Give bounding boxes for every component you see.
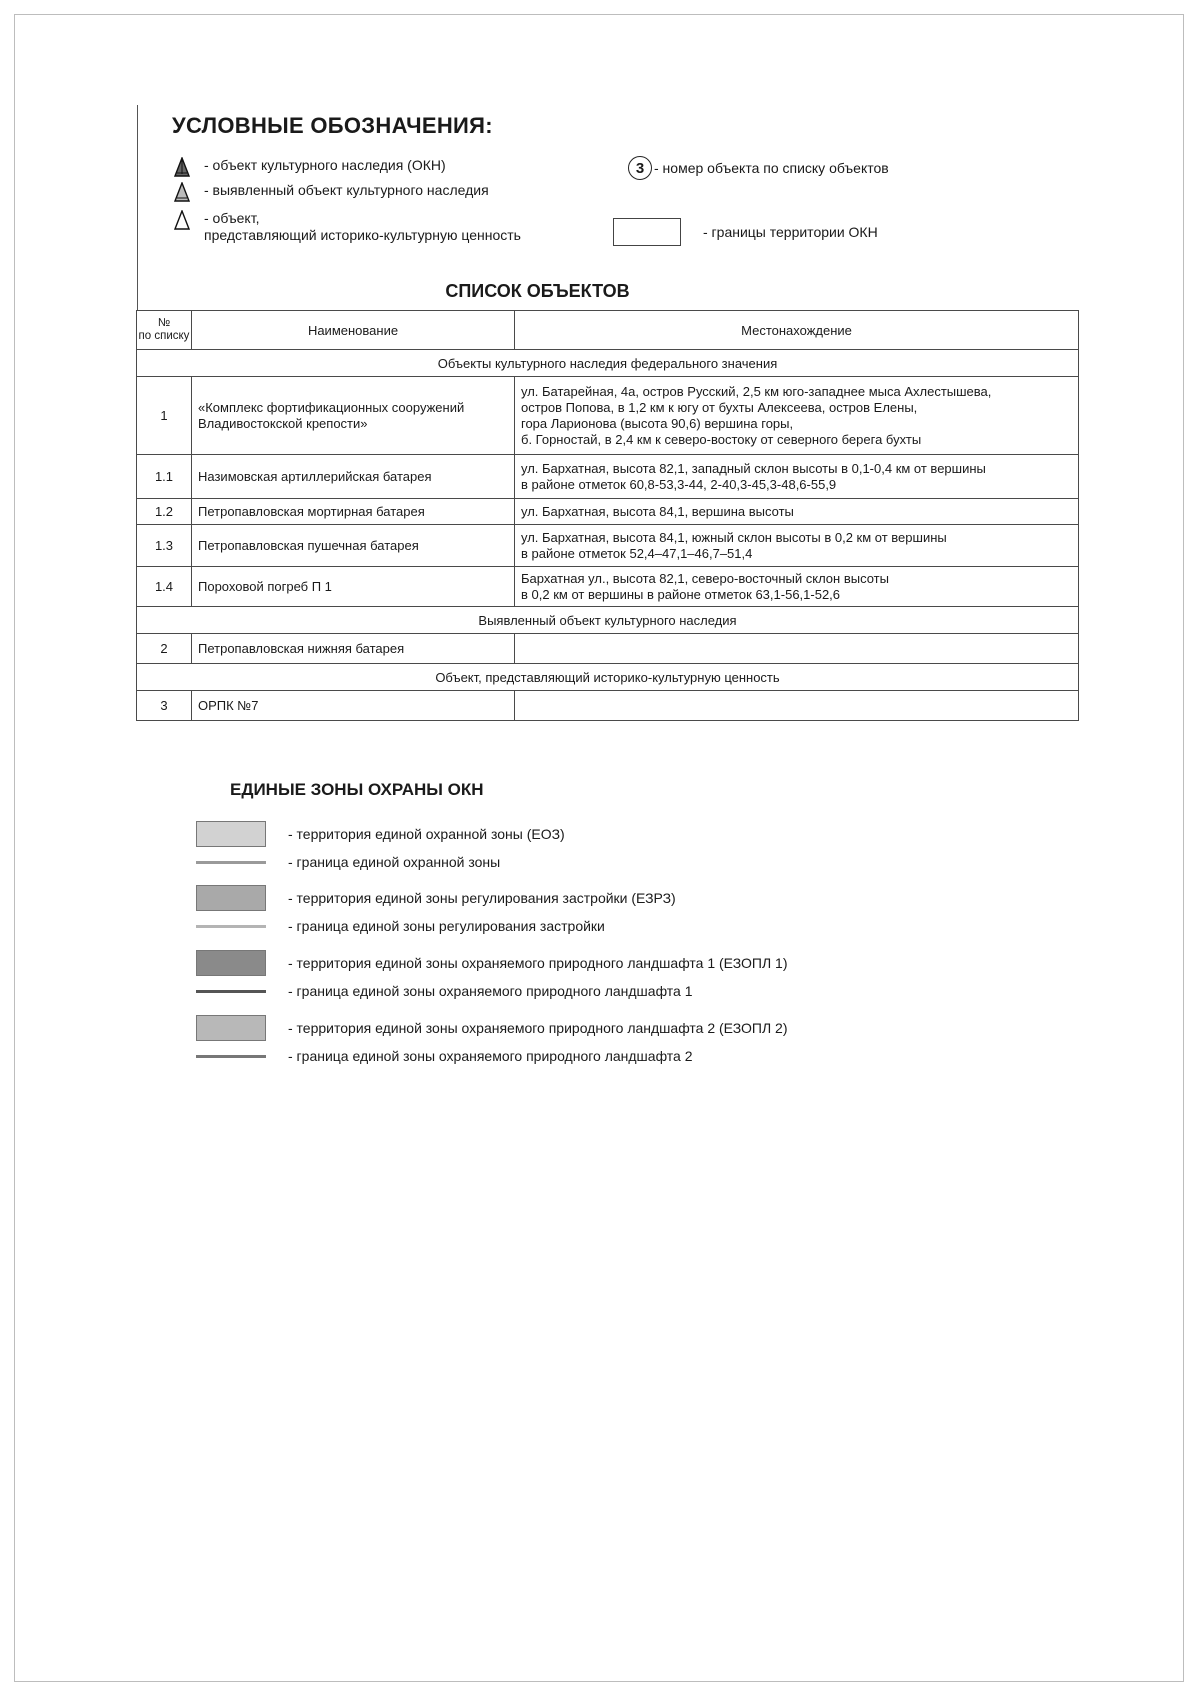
zone-legend-item xyxy=(196,821,565,847)
zones-title: ЕДИНЫЕ ЗОНЫ ОХРАНЫ ОКН xyxy=(230,780,484,799)
header-name: Наименование xyxy=(192,311,515,350)
zone-legend-label: - территория единой зоны регулирования застройки (ЕЗРЗ) xyxy=(288,890,676,906)
legend-item-label-line2: представляющий историко-культурную ценность xyxy=(204,227,521,243)
section-row xyxy=(137,350,1079,377)
objects-table xyxy=(136,310,1079,721)
row-name: Пороховой погреб П 1 xyxy=(192,567,515,607)
row-location: ул. Бархатная, высота 82,1, западный склон высоты в 0,1-0,4 км от вершины в районе отметок 60,8-53,3-44, 2-40,3-45,3-48,6-55,9 xyxy=(515,455,1079,499)
table-row xyxy=(137,499,1079,525)
zone-legend-item xyxy=(196,1015,788,1041)
row-name: Петропавловская пушечная батарея xyxy=(192,525,515,567)
table-row xyxy=(137,567,1079,607)
row-num: 1.2 xyxy=(137,499,192,525)
table-row xyxy=(137,691,1079,721)
zone-legend-label: - граница единой охранной зоны xyxy=(288,854,501,870)
zone-fill-swatch xyxy=(196,885,266,911)
legend-number-marker xyxy=(628,156,889,180)
zone-legend-label: - территория единой зоны охраняемого природного ландшафта 1 (ЕЗОПЛ 1) xyxy=(288,955,788,971)
legend-item-label: - объект культурного наследия (ОКН) xyxy=(204,157,446,173)
row-num: 1.1 xyxy=(137,455,192,499)
zone-legend-item xyxy=(196,983,693,999)
zone-boundary-line xyxy=(196,925,266,928)
row-name: ОРПК №7 xyxy=(192,691,515,721)
legend-item-heritage xyxy=(170,157,446,177)
row-name: Назимовская артиллерийская батарея xyxy=(192,455,515,499)
row-name: Петропавловская мортирная батарея xyxy=(192,499,515,525)
legend-boundary-label: - границы территории ОКН xyxy=(703,224,878,240)
header-location: Местонахождение xyxy=(515,311,1079,350)
zone-legend-item xyxy=(196,854,500,870)
legend-item-label: - выявленный объект культурного наследия xyxy=(204,182,489,198)
legend-number-label: - номер объекта по списку объектов xyxy=(654,160,889,176)
row-num: 1.4 xyxy=(137,567,192,607)
zone-boundary-line xyxy=(196,990,266,993)
row-name: «Комплекс фортификационных сооружений Владивостокской крепости» xyxy=(192,377,515,455)
legend-title: УСЛОВНЫЕ ОБОЗНАЧЕНИЯ: xyxy=(172,113,493,138)
section-title: Объект, представляющий историко-культурную ценность xyxy=(137,664,1079,691)
row-location xyxy=(515,634,1079,664)
object-number-circle: 3 xyxy=(628,156,652,180)
row-num: 1 xyxy=(137,377,192,455)
zone-fill-swatch xyxy=(196,821,266,847)
legend-boundary xyxy=(613,218,878,246)
table-row xyxy=(137,525,1079,567)
table-header-row xyxy=(137,311,1079,350)
legend-item-label-line1: - объект, xyxy=(204,210,260,226)
legend-item-valuable xyxy=(170,210,521,244)
table-row xyxy=(137,455,1079,499)
page-frame xyxy=(14,14,1184,1682)
row-location: Бархатная ул., высота 82,1, северо-восточный склон высоты в 0,2 км от вершины в районе отметок 63,1-56,1-52,6 xyxy=(515,567,1079,607)
zone-fill-swatch xyxy=(196,950,266,976)
row-location: ул. Бархатная, высота 84,1, южный склон высоты в 0,2 км от вершины в районе отметок 52,4–47,1–46,7–51,4 xyxy=(515,525,1079,567)
row-location: ул. Батарейная, 4а, остров Русский, 2,5 км юго-западнее мыса Ахлестышева, остров Попова, в 1,2 км к югу от бухты Алексеева, остров Елены, гора Ларионова (высота 90,6) вершина горы, б. Горностай, в 2,4 км к северо-востоку от северного берега бухты xyxy=(515,377,1079,455)
zone-legend-item xyxy=(196,918,605,934)
section-row xyxy=(137,664,1079,691)
list-title: СПИСОК ОБЪЕКТОВ xyxy=(445,281,630,301)
zone-legend-label: - граница единой зоны охраняемого природного ландшафта 2 xyxy=(288,1048,693,1064)
heritage-object-triangle-icon xyxy=(170,157,194,177)
zone-legend-label: - граница единой зоны регулирования застройки xyxy=(288,918,605,934)
legend-item-identified xyxy=(170,182,489,202)
zone-boundary-line xyxy=(196,861,266,864)
section-title: Выявленный объект культурного наследия xyxy=(137,607,1079,634)
row-num: 1.3 xyxy=(137,525,192,567)
margin-line xyxy=(137,105,138,310)
identified-object-triangle-icon xyxy=(170,182,194,202)
header-num: № по списку xyxy=(137,311,192,350)
zone-boundary-line xyxy=(196,1055,266,1058)
table-row xyxy=(137,634,1079,664)
row-location xyxy=(515,691,1079,721)
section-row xyxy=(137,607,1079,634)
section-title: Объекты культурного наследия федерального значения xyxy=(137,350,1079,377)
boundary-swatch xyxy=(613,218,681,246)
zone-fill-swatch xyxy=(196,1015,266,1041)
row-location: ул. Бархатная, высота 84,1, вершина высоты xyxy=(515,499,1079,525)
zone-legend-item xyxy=(196,950,788,976)
valuable-object-triangle-icon xyxy=(170,210,194,230)
zone-legend-label: - граница единой зоны охраняемого природного ландшафта 1 xyxy=(288,983,693,999)
row-num: 3 xyxy=(137,691,192,721)
table-row xyxy=(137,377,1079,455)
zone-legend-item xyxy=(196,1048,693,1064)
zone-legend-label: - территория единой зоны охраняемого природного ландшафта 2 (ЕЗОПЛ 2) xyxy=(288,1020,788,1036)
zone-legend-label: - территория единой охранной зоны (ЕОЗ) xyxy=(288,826,565,842)
row-num: 2 xyxy=(137,634,192,664)
zone-legend-item xyxy=(196,885,676,911)
row-name: Петропавловская нижняя батарея xyxy=(192,634,515,664)
